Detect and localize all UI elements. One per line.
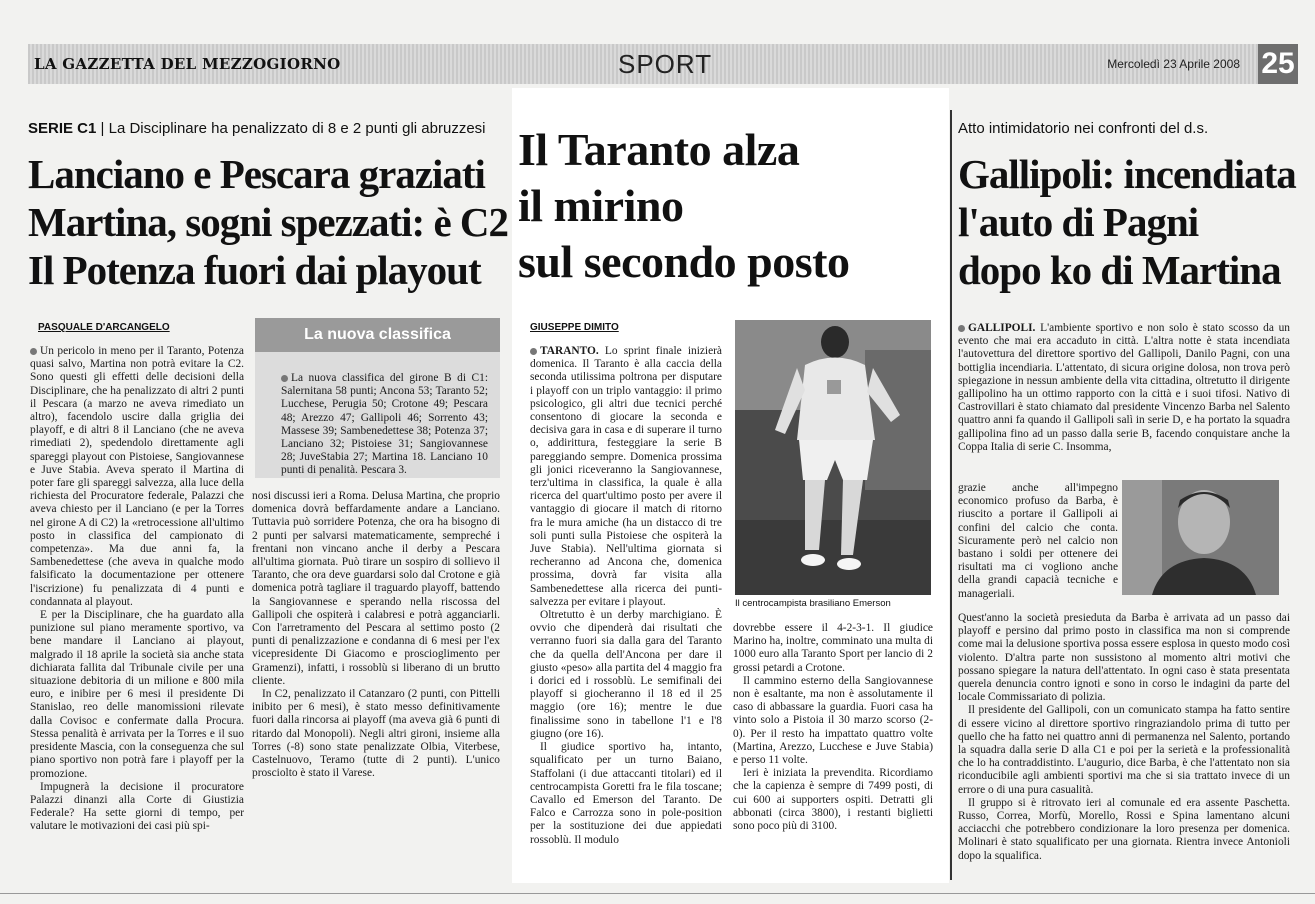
standings-box-title: La nuova classifica (255, 318, 500, 352)
right-column-bottom (958, 612, 1290, 877)
paragraph: Oltretutto è un derby marchigiano. È ovvio che dipenderà dai risultati che verranno fuori sia dalla gara del Taranto che da quella dell'Ancona per dare il giusto «peso» alla partita del 4 maggio fra i dorici ed i rossoblù. Le semifinali dei playoff si giocheranno il 18 ed il 25 maggio (ore 16); mentre le due finalissime sono in tabellone l'1 e l'8 giugno (ore 16). (530, 609, 722, 740)
left-column-1 (30, 345, 244, 875)
right-kicker: Atto intimidatorio nei confronti del d.s. (958, 120, 1209, 137)
paragraph: Il cammino esterno della Sangiovannese non è esaltante, ma non è assolutamente il caso di abbassare la guardia. Fuori casa ha vinto solo a Pistoia il 30 marzo scorso (2-0). Per il resto ha impattato quattro volte (Martina, Arezzo, Lucchese e Juve Stabia) e perso 11 volte. (733, 674, 933, 767)
right-headline-line: l'auto di Pagni (958, 199, 1199, 245)
right-column-wrap (958, 482, 1118, 612)
left-column-2 (252, 490, 500, 875)
issue-date: Mercoledì 23 Aprile 2008 (1107, 57, 1240, 71)
left-byline: PASQUALE D'ARCANGELO (38, 322, 170, 333)
column-divider (950, 110, 952, 880)
standings-box-body: La nuova classifica del girone B di C1: Salernitana 58 punti; Ancona 53; Taranto 52; Lucchese, Perugia 50; Crotone 49; Pescara 48; Arezzo 47; Gallipoli 46; Sorrento 43; Massese 39; Sambenedettese 38; Potenza 37; Lanciano 32; Pistoiese 31; Sangiovannese 28; JuveStabia 27; Martina 18. Lanciano 10 punti di penalità. Pescara 3. (281, 372, 488, 477)
paragraph: Il gruppo si è ritrovato ieri al comunale ed era assente Paschetta. Russo, Correa, Morfù, Morello, Rossi e Spina lamentano alcuni acciacchi che potrebbero condizionare la loro presenza per domenica. Molinari è stato squalificato per una giornata. Rientra invece Antonioli dopo la squalifica. (958, 796, 1290, 862)
page-number: 25 (1258, 44, 1298, 84)
paragraph: Il presidente del Gallipoli, con un comunicato stampa ha fatto sentire di essere vicino al direttore sportivo ringraziandolo prima di tutto per quello che ha fatto nei quattro anni di permanenza nel Salento, portando la squadra dalla serie D alla C1 e poi per la serietà e la professionalità che lo ha contraddistinto. L'augurio, dice Barba, è che l'attentato non sia riconducibile agli ambienti sportivi ma che si sia trattato invece di un errore o di una pura casualità. (958, 704, 1290, 796)
paper-name: LA GAZZETTA DEL MEZZOGIORNO (34, 55, 341, 73)
section-name: SPORT (618, 49, 713, 79)
right-headline-line: Gallipoli: incendiata (958, 151, 1296, 197)
left-kicker-tag: SERIE C1 (28, 120, 97, 137)
paragraph: Il giudice sportivo ha, intanto, squalificato per un turno Baiano, Staffolani (i due attaccanti titolari) ed il centrocampista Goretti fra le fila toscane; Cavallo ed Emerson del Taranto. De Falco e Carrozza sono in pole-position per la sostituzione dei due appiedati rossoblù. Il modulo (530, 741, 722, 846)
left-kicker-text: La Disciplinare ha penalizzato di 8 e 2 punti gli abruzzesi (108, 120, 486, 137)
masthead (28, 44, 1298, 84)
bullet-icon (281, 375, 288, 382)
kicker-separator: | (100, 120, 109, 137)
right-headline-line: dopo ko di Martina (958, 247, 1281, 293)
middle-headline-line: sul secondo posto (518, 236, 850, 287)
paragraph: nosi discussi ieri a Roma. Delusa Martina, che proprio domenica dovrà beffardamente andare a Lanciano. Tuttavia può sorridere Potenza, che ora ha bisogno di 2 punti per salvarsi matematicamente, sempreché i frentani non vincano anche il derby a Pescara all'ultima giornata. Può tirare un sospiro di sollievo il Taranto, che ora deve guardarsi solo dal Crotone e già domenica potrà tagliare il traguardo playoff, battendo la Sangiovannese e sperando nella riscossa del Gallipoli che ospiterà i calabresi e potrà agganciarli. Con l'arretramento del Pescara al settimo posto (2 punti di penalizzazione e condanna di 6 mesi per l'ex vicepresidente Di Giacomo e proscioglimento per Gramenzi), infatti, i rossoblù si liberano di un brutto cliente. (252, 490, 500, 687)
director-photo-image (1122, 480, 1279, 595)
middle-headline-line: il mirino (518, 180, 684, 231)
paragraph: GALLIPOLI. L'ambiente sportivo e non solo è stato scosso da un evento che mai era accaduto in città. L'altra notte è stata incendiata l'autovettura del direttore sportivo del Gallipoli, Danilo Pagni, con una bottiglia incendiaria. L'attentato, di sicura origine dolosa, non trova però spiegazione in nessun ambiente della vita cittadina, oltretutto il dirigente gallipolino ha un ottimo rapporto con la città e i suoi tifosi. Nativo di Castrovillari è stato chiamato dal presidente Vincenzo Barba nel Salento quattro anni fa quando il Gallipoli salì in serie D, e ha portato la squadra gallipolina fino ad un passo dalla serie B, facendo conquistare anche la Coppa Italia di serie C. Insomma, (958, 322, 1290, 453)
paragraph: dovrebbe essere il 4-2-3-1. Il giudice Marino ha, inoltre, comminato una multa di 1000 euro alla Taranto Sport per lancio di 2 grossi petardi a Crotone. (733, 622, 933, 674)
paragraph: In C2, penalizzato il Catanzaro (2 punti, con Pittelli inibito per 6 mesi), è stato messo definitivamente fuori dalla rincorsa ai playoff (ma aveva già 6 punti di ritardo dal Monopoli). Negli altri gironi, insieme alla Torres (-8) sono state penalizzate Olbia, Viterbese, Castelnuovo, Teramo (tutte di 2 punti). L'unico prosciolto è stato il Varese. (252, 688, 500, 780)
director-photo (1122, 480, 1279, 595)
middle-headline (518, 122, 948, 290)
paragraph: Impugnerà la decisione il procuratore Palazzi dinanzi alla Corte di Giustizia Federale? Ha sette giorni di tempo, per valutare le motivazioni dei casi più spi- (30, 780, 244, 833)
left-kicker (28, 120, 486, 137)
middle-column-2 (733, 622, 933, 877)
player-photo-image (735, 320, 931, 595)
paragraph: E per la Disciplinare, che ha guardato alla punizione sul piano meramente sportivo, va bene mandare il Lanciano ai playout, malgrado il 18 aprile la società sia anche stata dichiarata fallita dal Tribunale civile per una situazione debitoria di un milione e 800 mila euro, e inibire per 6 mesi il presidente Di Stanislao, reo delle manomissioni rilevate dalla Covisoc e confermate dalla Procura. Stessa penalità è arrivata per la Torres e il suo presidente Mascia, con la conseguenza che sul piano sportivo non potrà fare i playoff per la promozione. (30, 609, 244, 780)
bullet-icon (530, 348, 537, 355)
middle-column-1 (530, 345, 722, 875)
paragraph: grazie anche all'impegno economico profuso da Barba, è riuscito a portare il Gallipoli ai confini del calcio che conta. Sicuramente però nel calcio non bastano i soldi per ottenere dei risultati ma ci vogliono anche della grandi capacià tecniche e manageriali. (958, 482, 1118, 600)
left-headline-line: Martina, sogni spezzati: è C2 (28, 199, 508, 245)
paragraph: TARANTO. Lo sprint finale inizierà domenica. Il Taranto è alla caccia della seconda utilissima poltrona per disputare i playoff con un triplo vantaggio: il primo psicologico, gli altri due tecnici perché consentono di giocare la seconda e decisiva gara in casa e di superare il turno o, addirittura, festeggiare la serie B pareggiando sempre. Domenica prossima gli jonici riceveranno la Sangiovannese, terz'ultima in classifica, la quale è alla ricerca del quart'ultimo posto per avere il vantaggio di giocare il match di ritorno fra le mura amiche (ha un distacco di tre soli punti sulla Pistoiese che ospiterà la Juve Stabia). Nell'ultima giornata si recheranno ad Ancona che, domenica prossima, dovrà far visita alla Sambenedettese alla ricerca dei punti-salvezza per evitare i playout. (530, 345, 722, 608)
middle-headline-line: Il Taranto alza (518, 124, 800, 175)
left-headline (28, 150, 508, 294)
bullet-icon (30, 348, 37, 355)
left-headline-line: Il Potenza fuori dai playout (28, 247, 481, 293)
middle-byline: GIUSEPPE DIMITO (530, 322, 619, 333)
photo-caption: Il centrocampista brasiliano Emerson (735, 598, 891, 609)
paragraph: Ieri è iniziata la prevendita. Ricordiamo che la capienza è sempre di 7499 posti, di cui 600 ai supporters ospiti. Detratti gli abbonati (circa 3800), i restanti biglietti sono poco più di 3100. (733, 767, 933, 833)
bullet-icon (958, 325, 965, 332)
right-column-top (958, 322, 1290, 482)
bottom-rule (0, 893, 1315, 894)
right-headline (958, 150, 1308, 294)
player-photo (735, 320, 931, 595)
standings-box (255, 318, 500, 478)
paragraph: Quest'anno la società presieduta da Barba è arrivata ad un passo dai playoff e persino dal primo posto in classifica ma non si comprende come mai la delusione sportiva possa essere esplosa in questo modo così violento. D'altra parte non sussistono al momento altri motivi che possano spiegare la natura dell'attentato. In ogni caso è stata presentata querela denuncia contro ignoti e sono in corso le indagini da parte del locale Commissariato di polizia. (958, 612, 1290, 704)
paragraph: Un pericolo in meno per il Taranto, Potenza quasi salvo, Martina non potrà evitare la C2. Sono questi gli effetti delle decisioni della Disciplinare, che ha penalizzato di altri 2 punti il Pescara (a marzo ne aveva rimediato un altro), facendolo uscire dalla griglia dei playoff, e di altri 8 il Lanciano (che ne aveva rimediati 2), spedendolo direttamente agli spareggi playout con Pistoiese, Sangiovannese e Juve Stabia. Aveva sperato il Martina di poter fare gli spareggi salvezza, alla luce della richiesta del Procuratore federale, Palazzi che aveva chiesto per il Lanciano (e per la Torres nel girone A di C2) la «retrocessione all'ultimo posto in classifica del campionato di competenza». Ma due anni fa, la Sambenedettese (che aveva in qualche modo falsificato la documentazione per ottenere l'iscrizione) fu penalizzata di 4 punti e condannata al playout. (30, 345, 244, 608)
left-headline-line: Lanciano e Pescara graziati (28, 151, 485, 197)
